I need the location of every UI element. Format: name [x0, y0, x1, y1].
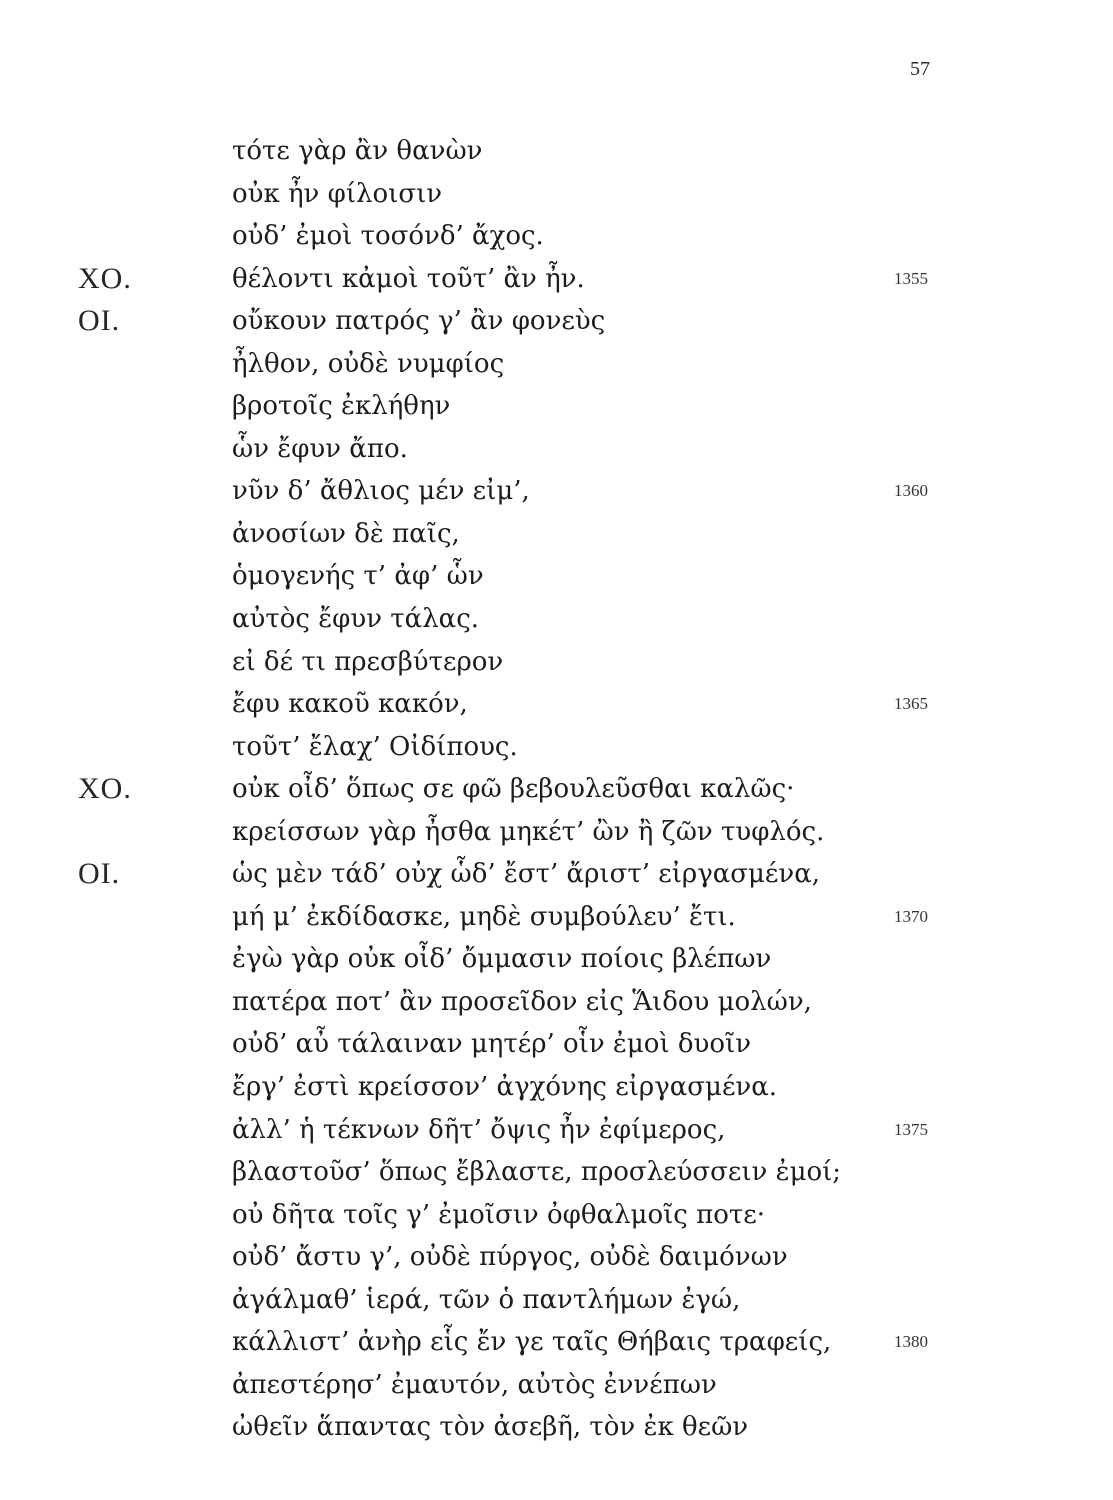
speaker-label: ΟΙ. — [78, 304, 121, 338]
verse-text: ἔργ’ ἐστὶ κρείσσον’ ἀγχόνης εἰργασμένα. — [232, 1072, 778, 1103]
verse-text: ἀνοσίων δὲ παῖς, — [232, 518, 460, 549]
verse-line — [0, 896, 1113, 939]
verse-text: ὡς μὲν τάδ’ οὐχ ὧδ’ ἔστ’ ἄριστ’ εἰργασμένα, — [232, 859, 821, 890]
verse-block — [0, 130, 1113, 1449]
speaker-label: ΧΟ. — [78, 772, 132, 806]
verse-text: ὧν ἔφυν ἄπο. — [232, 433, 408, 464]
verse-line — [0, 1279, 1113, 1322]
verse-text: βλαστοῦσ’ ὅπως ἔβλαστε, προσλεύσσειν ἐμοί; — [232, 1157, 842, 1188]
line-number: 1365 — [894, 694, 928, 714]
verse-text: ὠθεῖν ἅπαντας τὸν ἀσεβῆ, τὸν ἐκ θεῶν — [232, 1412, 749, 1443]
verse-line — [0, 1321, 1113, 1364]
verse-text: οὐκ ἦν φίλοισιν — [232, 178, 443, 209]
verse-line — [0, 258, 1113, 301]
verse-line — [0, 130, 1113, 173]
verse-text: πατέρα ποτ’ ἂν προσεῖδον εἰς Ἅιδου μολών, — [232, 986, 812, 1017]
verse-text: μή μ’ ἐκδίδασκε, μηδὲ συμβούλευ’ ἔτι. — [232, 901, 736, 932]
verse-line — [0, 938, 1113, 981]
verse-text: οὐδ’ ἄστυ γ’, οὐδὲ πύργος, οὐδὲ δαιμόνων — [232, 1242, 788, 1273]
verse-text: ἀγάλμαθ’ ἱερά, τῶν ὁ παντλήμων ἐγώ, — [232, 1284, 741, 1315]
line-number: 1375 — [894, 1119, 928, 1139]
line-number: 1370 — [894, 906, 928, 926]
verse-line — [0, 641, 1113, 684]
verse-text: οὐδ’ ἐμοὶ τοσόνδ’ ἄχος. — [232, 221, 544, 252]
line-number: 1360 — [894, 481, 928, 501]
verse-line — [0, 598, 1113, 641]
verse-line — [0, 683, 1113, 726]
verse-text: βροτοῖς ἐκλήθην — [232, 391, 451, 422]
verse-line — [0, 1066, 1113, 1109]
verse-text: ἔφυ κακοῦ κακόν, — [232, 689, 468, 720]
verse-line — [0, 385, 1113, 428]
verse-line — [0, 1364, 1113, 1407]
verse-line — [0, 555, 1113, 598]
line-number: 1355 — [894, 268, 928, 288]
verse-text: κρείσσων γὰρ ἦσθα μηκέτ’ ὢν ἢ ζῶν τυφλός. — [232, 816, 825, 847]
verse-line — [0, 768, 1113, 811]
verse-line — [0, 1194, 1113, 1237]
verse-text: ὁμογενής τ’ ἀφ’ ὧν — [232, 561, 484, 592]
verse-text: εἰ δέ τι πρεσβύτερον — [232, 646, 504, 677]
verse-line — [0, 726, 1113, 769]
verse-text: τοῦτ’ ἔλαχ’ Οἰδίπους. — [232, 731, 518, 762]
verse-line — [0, 1109, 1113, 1152]
verse-text: ἀπεστέρησ’ ἐμαυτόν, αὐτὸς ἐννέπων — [232, 1369, 717, 1400]
verse-line — [0, 1151, 1113, 1194]
verse-text: οὐκ οἶδ’ ὅπως σε φῶ βεβουλεῦσθαι καλῶς· — [232, 774, 795, 805]
verse-text: αὐτὸς ἔφυν τάλας. — [232, 604, 480, 635]
verse-line — [0, 513, 1113, 556]
verse-line — [0, 981, 1113, 1024]
page-number: 57 — [910, 58, 930, 80]
verse-text: οὐ δῆτα τοῖς γ’ ἐμοῖσιν ὀφθαλμοῖς ποτε· — [232, 1199, 765, 1230]
verse-line — [0, 173, 1113, 216]
verse-line — [0, 470, 1113, 513]
verse-line — [0, 1406, 1113, 1449]
verse-line — [0, 300, 1113, 343]
line-number: 1380 — [894, 1332, 928, 1352]
verse-text: θέλοντι κἀμοὶ τοῦτ’ ἂν ἦν. — [232, 263, 585, 294]
verse-text: ἦλθον, οὐδὲ νυμφίος — [232, 348, 505, 379]
speaker-label: ΧΟ. — [78, 261, 132, 295]
verse-line — [0, 811, 1113, 854]
verse-line — [0, 1023, 1113, 1066]
verse-line — [0, 428, 1113, 471]
verse-line — [0, 343, 1113, 386]
verse-line — [0, 1236, 1113, 1279]
verse-text: νῦν δ’ ἄθλιος μέν εἰμ’, — [232, 476, 530, 507]
verse-text: κάλλιστ’ ἀνὴρ εἷς ἔν γε ταῖς Θήβαις τραφείς, — [232, 1327, 832, 1358]
verse-text: οὐδ’ αὖ τάλαιναν μητέρ’ οἷν ἐμοὶ δυοῖν — [232, 1029, 752, 1060]
verse-text: τότε γὰρ ἂν θανὼν — [232, 136, 483, 166]
verse-text: ἐγὼ γὰρ οὐκ οἶδ’ ὄμμασιν ποίοις βλέπων — [232, 944, 772, 975]
verse-line — [0, 853, 1113, 896]
speaker-label: ΟΙ. — [78, 857, 121, 891]
verse-line — [0, 215, 1113, 258]
verse-text: οὔκουν πατρός γ’ ἂν φονεὺς — [232, 306, 606, 337]
verse-text: ἀλλ’ ἡ τέκνων δῆτ’ ὄψις ἦν ἐφίμερος, — [232, 1114, 726, 1145]
